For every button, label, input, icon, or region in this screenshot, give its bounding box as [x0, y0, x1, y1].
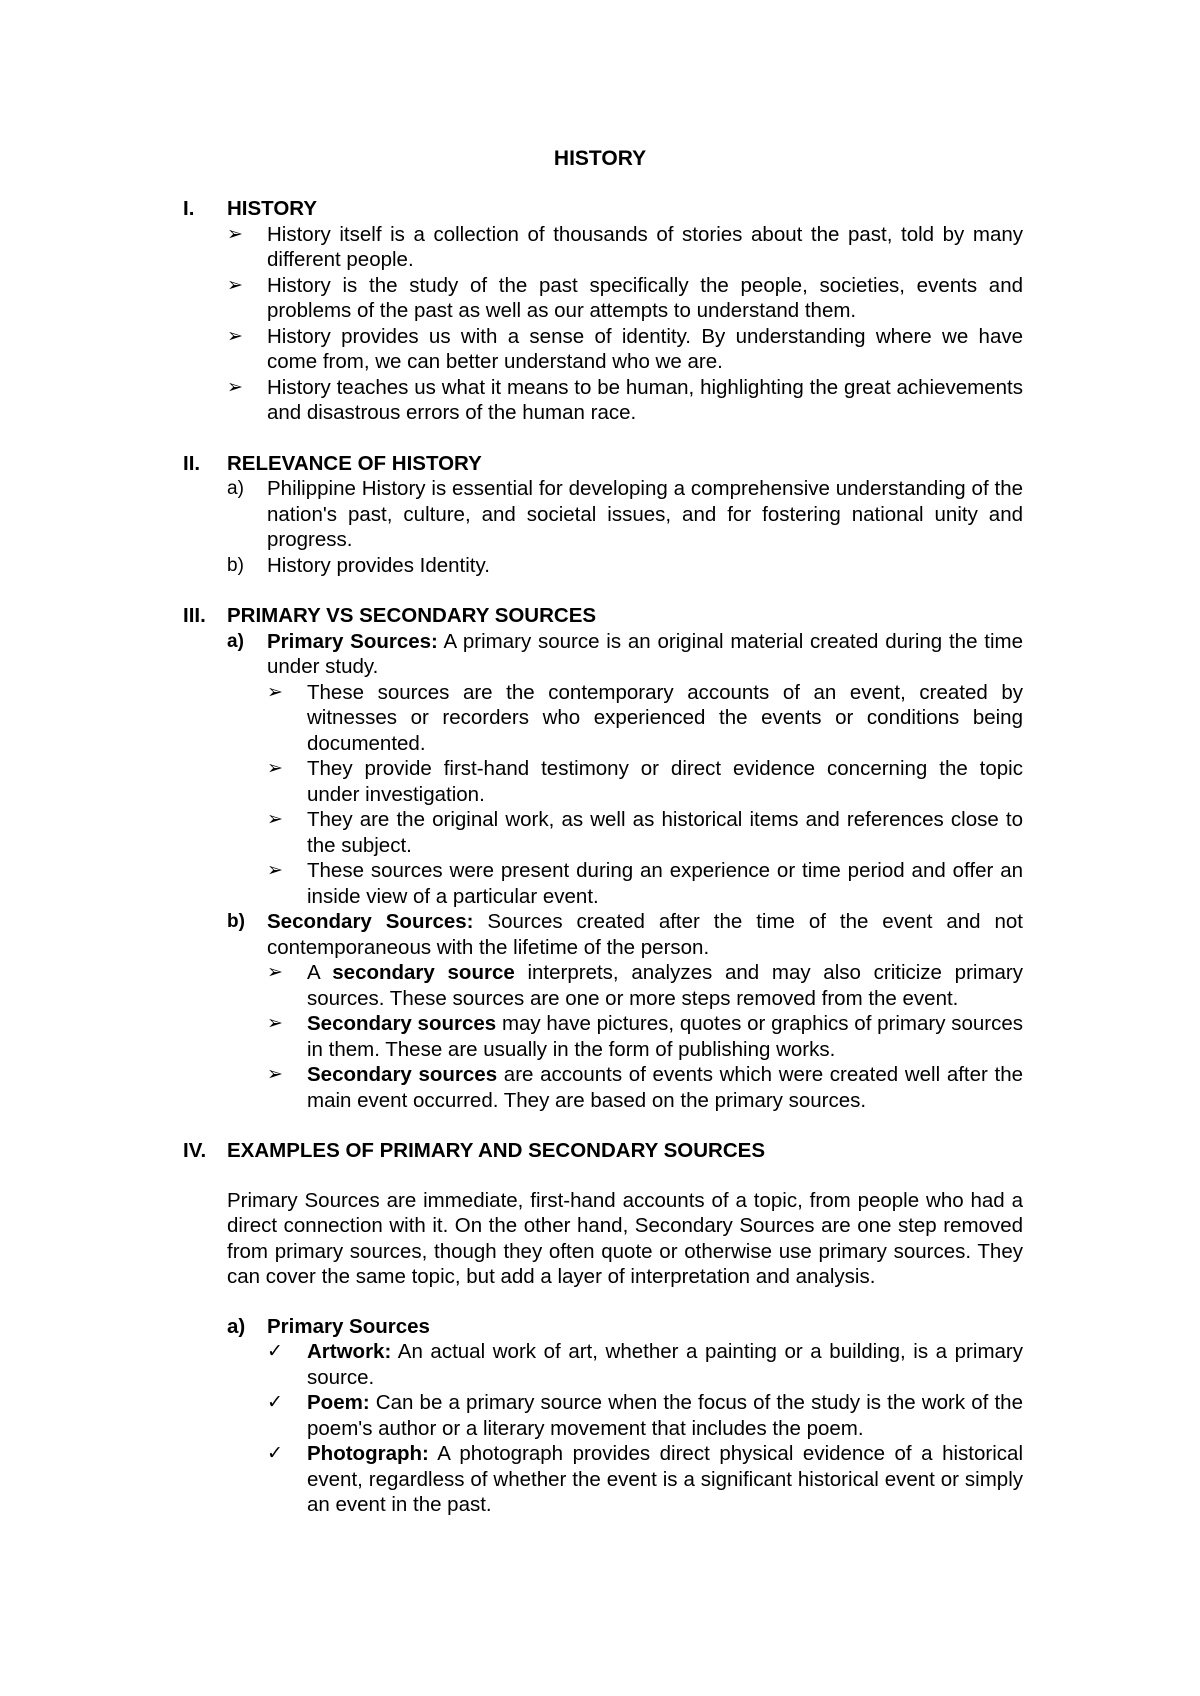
list-item: a) Philippine History is essential for developing a comprehensive understanding of the nation's past, culture, and societal issues, and for fostering national unity and progress.: [227, 477, 1023, 551]
list-item: ➢ History itself is a collection of thousands of stories about the past, told by many different people.: [227, 222, 1023, 271]
arrowhead-bullet-icon: ➢: [267, 962, 283, 983]
term-label: Secondary Sources:: [267, 910, 474, 933]
term-label: Primary Sources:: [267, 629, 438, 653]
section-examples: [183, 1138, 1023, 1518]
arrowhead-bullet-icon: ➢: [267, 1064, 283, 1085]
section-title: RELEVANCE OF HISTORY: [227, 451, 482, 475]
section-heading: [183, 603, 1023, 629]
list-item: ➢ A secondary source interprets, analyzes and may also criticize primary sources. These sources are one or more steps removed from the event.: [267, 961, 1024, 1010]
list-item-primary-sources: a) Primary Sources: A primary source is an original material created during the time under study. ➢ These sources are the contemporary accounts of an event, created by witnesses or recorders who experienced the events or conditions being documented. ➢ They provide first-hand testimony or direct evidence concerning the topic under investigation. ➢ They are the original work, as well as historical items and references close to the subject. ➢ These sources were present during an experience or time period and offer an inside view of a particular event.: [227, 629, 1023, 908]
checklist: [267, 1339, 1023, 1518]
list-item: b) History provides Identity.: [227, 553, 490, 577]
document-title: HISTORY: [553, 147, 647, 170]
check-mark-icon: ✓: [267, 1392, 283, 1413]
list-letter: b): [227, 554, 244, 576]
list-item: ✓ Photograph: A photograph provides direct physical evidence of a historical event, regardless of whether the event is a significant historical event or simply an event in the past.: [267, 1442, 1023, 1516]
section-sources: [183, 603, 1023, 1113]
arrowhead-bullet-icon: ➢: [267, 758, 283, 779]
section-number: III.: [183, 604, 206, 627]
list-item: ➢ History provides us with a sense of identity. By understanding where we have come from, we can better understand who we are.: [227, 324, 1023, 373]
section-history: [183, 196, 1023, 426]
bullet-list: [267, 960, 1023, 1113]
list-item: ➢ History is the study of the past specifically the people, societies, events and problems of the past as well as our attempts to understand them.: [227, 273, 1023, 322]
list-item: ➢ They provide first-hand testimony or direct evidence concerning the topic under investigation.: [267, 757, 1023, 806]
list-item: ✓ Artwork: An actual work of art, whether a painting or a building, is a primary source.: [267, 1340, 1023, 1389]
section-title: PRIMARY VS SECONDARY SOURCES: [227, 604, 597, 627]
lettered-list: [227, 476, 1023, 578]
document-body: [183, 196, 1023, 1543]
arrowhead-bullet-icon: ➢: [227, 274, 243, 296]
arrowhead-bullet-icon: ➢: [267, 809, 283, 830]
section-relevance: [183, 451, 1023, 579]
section-title: HISTORY: [227, 197, 317, 220]
subsection-heading: [227, 1314, 1023, 1340]
list-item: ➢ Secondary sources are accounts of events which were created well after the main event occurred. They are based on the primary sources.: [267, 1063, 1023, 1112]
arrowhead-bullet-icon: ➢: [267, 681, 283, 703]
lettered-list: [227, 629, 1023, 1114]
section-number: IV.: [183, 1139, 207, 1162]
list-item: ➢ These sources are the contemporary accounts of an event, created by witnesses or recorders who experienced the events or conditions being documented.: [267, 680, 1023, 755]
arrowhead-bullet-icon: ➢: [227, 325, 243, 347]
list-item: ➢ History teaches us what it means to be human, highlighting the great achievements and disastrous errors of the human race.: [227, 375, 1023, 424]
check-mark-icon: ✓: [267, 1341, 283, 1362]
section-number: I.: [183, 197, 195, 220]
bullet-list: [267, 680, 1023, 910]
list-letter: a): [227, 478, 244, 499]
section-title: EXAMPLES OF PRIMARY AND SECONDARY SOURCES: [227, 1139, 766, 1162]
section-heading: [183, 451, 1023, 477]
arrowhead-bullet-icon: ➢: [227, 223, 243, 245]
bullet-list: [227, 222, 1023, 426]
list-item: ➢ These sources were present during an experience or time period and offer an inside view of a particular event.: [267, 859, 1023, 908]
list-letter: a): [227, 1314, 246, 1338]
list-item: ➢ They are the original work, as well as historical items and references close to the subject.: [267, 808, 1023, 857]
arrowhead-bullet-icon: ➢: [267, 1013, 283, 1034]
list-item-secondary-sources: b) Secondary Sources: Sources created after the time of the event and not contemporaneous with the lifetime of the person. ➢ A secondary source interprets, analyzes and may also criticize primary sources. These sources are one or more steps removed from the event. ➢ Secondary sources may have pictures, quotes or graphics of primary sources in them. These are usually in the form of publishing works. ➢ Secondary sources are accounts of events which were created well after the main event occurred. They are based on the primary sources.: [227, 910, 1024, 1112]
section-number: II.: [183, 451, 201, 475]
list-letter: a): [227, 630, 244, 652]
section-heading: [183, 196, 1023, 222]
arrowhead-bullet-icon: ➢: [227, 376, 243, 398]
section-heading: [183, 1138, 1023, 1164]
intro-paragraph: Primary Sources are immediate, first-hand accounts of a topic, from people who had a direct connection with it. On the other hand, Secondary Sources are one step removed from primary sources, though they often quote or otherwise use primary sources. They can cover the same topic, but add a layer of interpretation and analysis.: [227, 1188, 1023, 1288]
list-item: ✓ Poem: Can be a primary source when the focus of the study is the work of the poem's author or a literary movement that includes the poem.: [267, 1391, 1023, 1440]
list-item: ➢ Secondary sources may have pictures, quotes or graphics of primary sources in them. These are usually in the form of publishing works.: [267, 1012, 1023, 1061]
list-letter: b): [227, 911, 245, 932]
subsection-title: Primary Sources: [267, 1314, 430, 1338]
check-mark-icon: ✓: [267, 1443, 283, 1464]
arrowhead-bullet-icon: ➢: [267, 860, 283, 881]
